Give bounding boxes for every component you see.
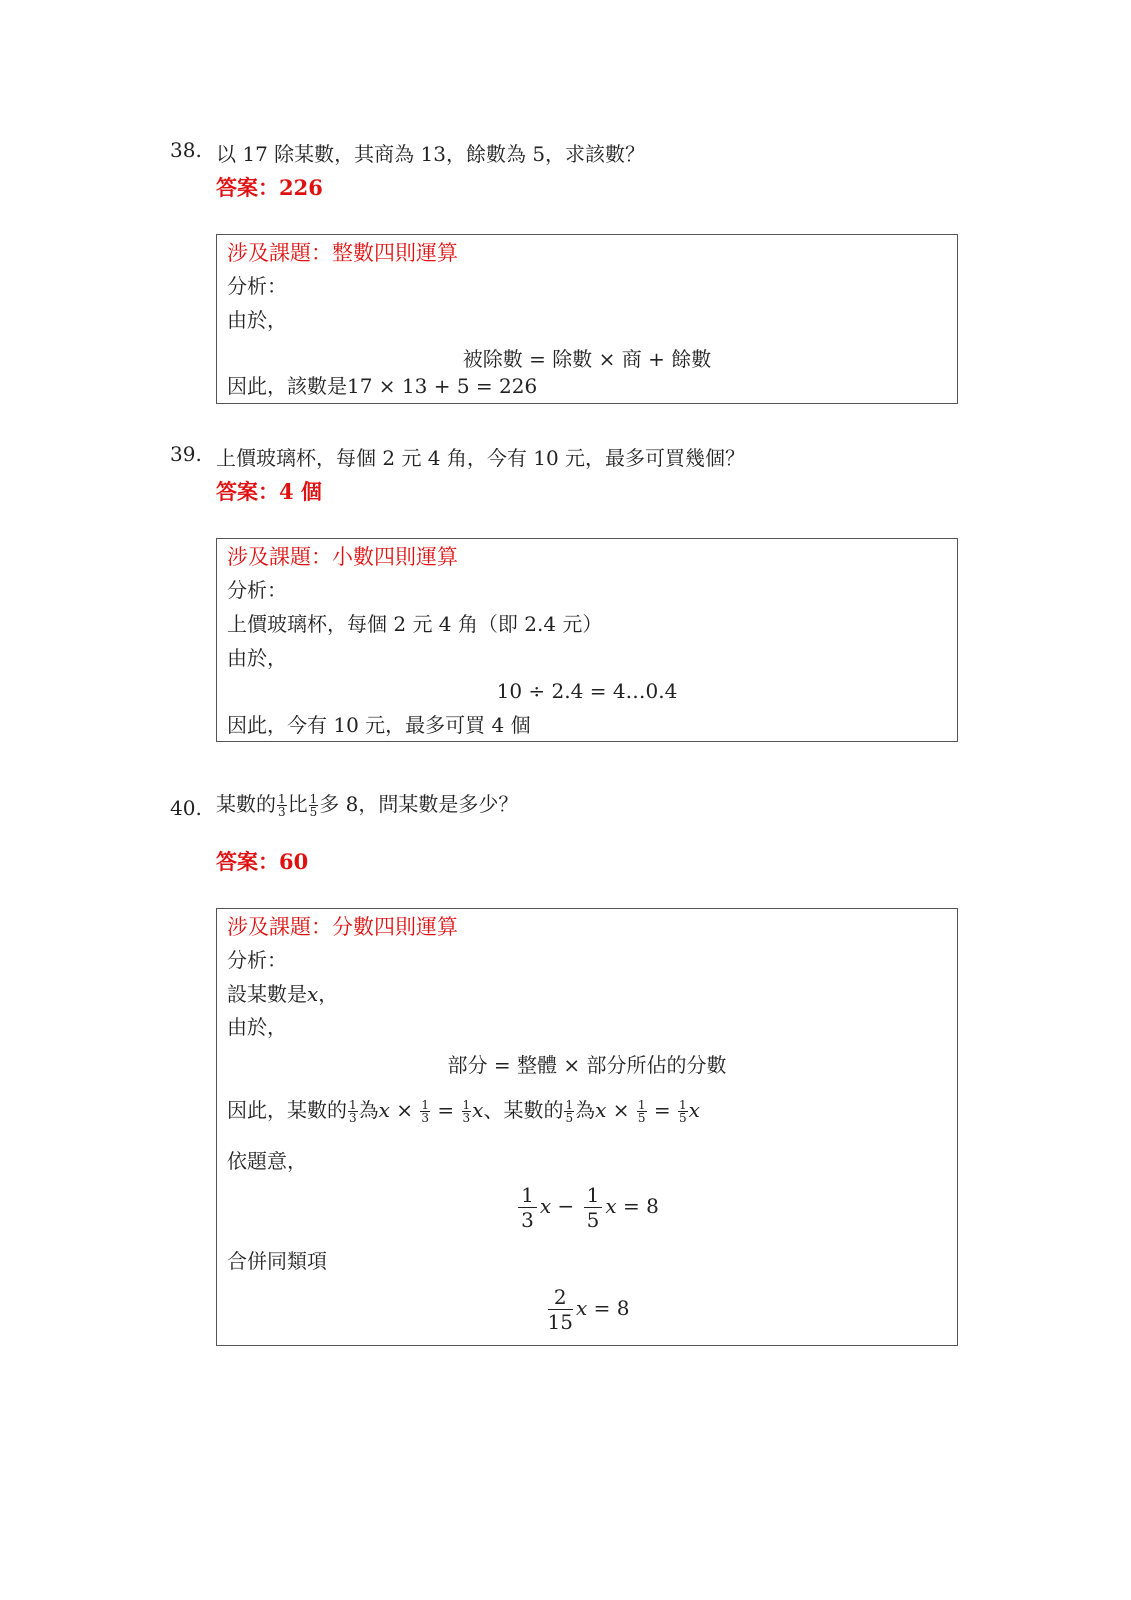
question-text-40 — [216, 788, 518, 818]
fraction-numerator: 1 — [518, 1183, 537, 1208]
let-statement — [227, 980, 338, 1008]
thus-text: 因此，某數的 — [227, 1098, 347, 1122]
fraction-numerator: 1 — [349, 1098, 357, 1112]
answer-38: 答案：226 — [216, 175, 323, 200]
topic-label: 涉及課題：整數四則運算 — [227, 241, 458, 265]
fraction-denominator: 3 — [349, 1111, 357, 1125]
formula: 10 ÷ 2.4 = 4…0.4 — [496, 679, 678, 703]
fraction-numerator: 2 — [548, 1285, 573, 1310]
formula: 被除數 = 除數 × 商 + 餘數 — [462, 347, 712, 371]
fraction-one-third — [462, 1099, 472, 1124]
fraction-one-fifth — [637, 1099, 647, 1124]
minus-sign: − — [551, 1194, 581, 1218]
fraction-denominator: 3 — [278, 805, 286, 819]
fraction-denominator: 5 — [565, 1111, 574, 1125]
by-problem-label: 依題意， — [227, 1149, 307, 1173]
fraction-one-fifth — [564, 1099, 574, 1124]
fraction-one-fifth — [309, 793, 319, 818]
variable-x: x — [472, 1098, 484, 1122]
equation-rhs: = 8 — [593, 1296, 630, 1320]
variable-x: x — [688, 1098, 700, 1122]
combine-label: 合併同類項 — [227, 1249, 327, 1273]
formula: 部分 = 整體 × 部分所佔的分數 — [447, 1053, 727, 1077]
thus-line — [227, 1093, 700, 1127]
fraction-numerator: 1 — [278, 792, 286, 806]
topic-label: 涉及課題：小數四則運算 — [227, 545, 458, 569]
fraction-denominator: 3 — [421, 1111, 430, 1125]
fraction-numerator: 1 — [309, 792, 318, 806]
conclusion: 因此，今有 10 元，最多可買 4 個 — [227, 713, 531, 737]
since-label: 由於， — [227, 1015, 287, 1039]
conclusion: 因此，該數是17 × 13 + 5 = 226 — [227, 374, 538, 398]
fraction-one-fifth — [584, 1183, 603, 1232]
topic-label: 涉及課題：分數四則運算 — [227, 915, 458, 939]
question-text-39: 上價玻璃杯，每個 2 元 4 角，今有 10 元，最多可買幾個？ — [216, 446, 746, 470]
analysis-box-40 — [216, 908, 958, 1346]
variable-x: x — [575, 1296, 588, 1320]
variable-x: x — [378, 1098, 390, 1122]
analysis-label: 分析： — [227, 948, 287, 972]
equals-sign: = — [647, 1098, 677, 1122]
analysis-box-38 — [216, 234, 958, 404]
fraction-numerator: 1 — [678, 1098, 687, 1112]
fraction-one-third — [348, 1099, 358, 1124]
question-number-40: 40. — [170, 796, 202, 820]
fraction-one-third — [518, 1183, 537, 1232]
fraction-numerator: 1 — [584, 1183, 603, 1208]
analysis-label: 分析： — [227, 274, 287, 298]
equation-2 — [217, 1285, 957, 1334]
times-sign: × — [389, 1098, 420, 1122]
fraction-denominator: 5 — [309, 805, 318, 819]
intro-text: 上價玻璃杯，每個 2 元 4 角（即 2.4 元） — [227, 612, 603, 636]
fraction-numerator: 1 — [421, 1098, 430, 1112]
let-text: 設某數是 — [227, 982, 307, 1006]
fraction-denominator: 3 — [521, 1208, 534, 1232]
question-text-part: 多 8，問某數是多少？ — [319, 792, 519, 816]
analysis-box-39 — [216, 538, 958, 742]
variable-x: x — [605, 1194, 617, 1218]
question-text-part: 比 — [287, 792, 308, 816]
fraction-numerator: 1 — [565, 1098, 574, 1112]
equation-1 — [217, 1183, 957, 1232]
fraction-denominator: 5 — [586, 1208, 600, 1232]
answer-40: 答案：60 — [216, 849, 309, 874]
fraction-denominator: 3 — [462, 1111, 471, 1125]
fraction-two-fifteenths — [548, 1285, 573, 1334]
answer-39: 答案：4 個 — [216, 479, 322, 504]
fraction-numerator: 1 — [637, 1098, 646, 1112]
thus-text: 為 — [358, 1098, 379, 1122]
question-number-39: 39. — [170, 442, 202, 466]
equals-sign: = — [431, 1098, 461, 1122]
variable-x: x — [539, 1194, 552, 1218]
fraction-one-fifth — [678, 1099, 688, 1124]
since-label: 由於， — [227, 308, 287, 332]
fraction-denominator: 5 — [678, 1111, 687, 1125]
fraction-one-third — [277, 793, 287, 818]
since-label: 由於， — [227, 646, 287, 670]
question-text-part: 某數的 — [216, 792, 276, 816]
let-end: ， — [318, 982, 339, 1006]
thus-text: 為 — [575, 1098, 596, 1122]
question-number-38: 38. — [170, 138, 202, 162]
variable-x: x — [595, 1098, 607, 1122]
question-text-38: 以 17 除某數，其商為 13，餘數為 5，求該數？ — [216, 142, 646, 166]
fraction-numerator: 1 — [462, 1098, 471, 1112]
equation-rhs: = 8 — [623, 1194, 659, 1218]
fraction-one-third — [420, 1099, 430, 1124]
fraction-denominator: 15 — [547, 1310, 573, 1334]
variable-x: x — [307, 982, 319, 1006]
times-sign: × — [606, 1098, 636, 1122]
fraction-denominator: 5 — [637, 1111, 646, 1125]
thus-text: 、某數的 — [483, 1098, 564, 1122]
analysis-label: 分析： — [227, 578, 287, 602]
